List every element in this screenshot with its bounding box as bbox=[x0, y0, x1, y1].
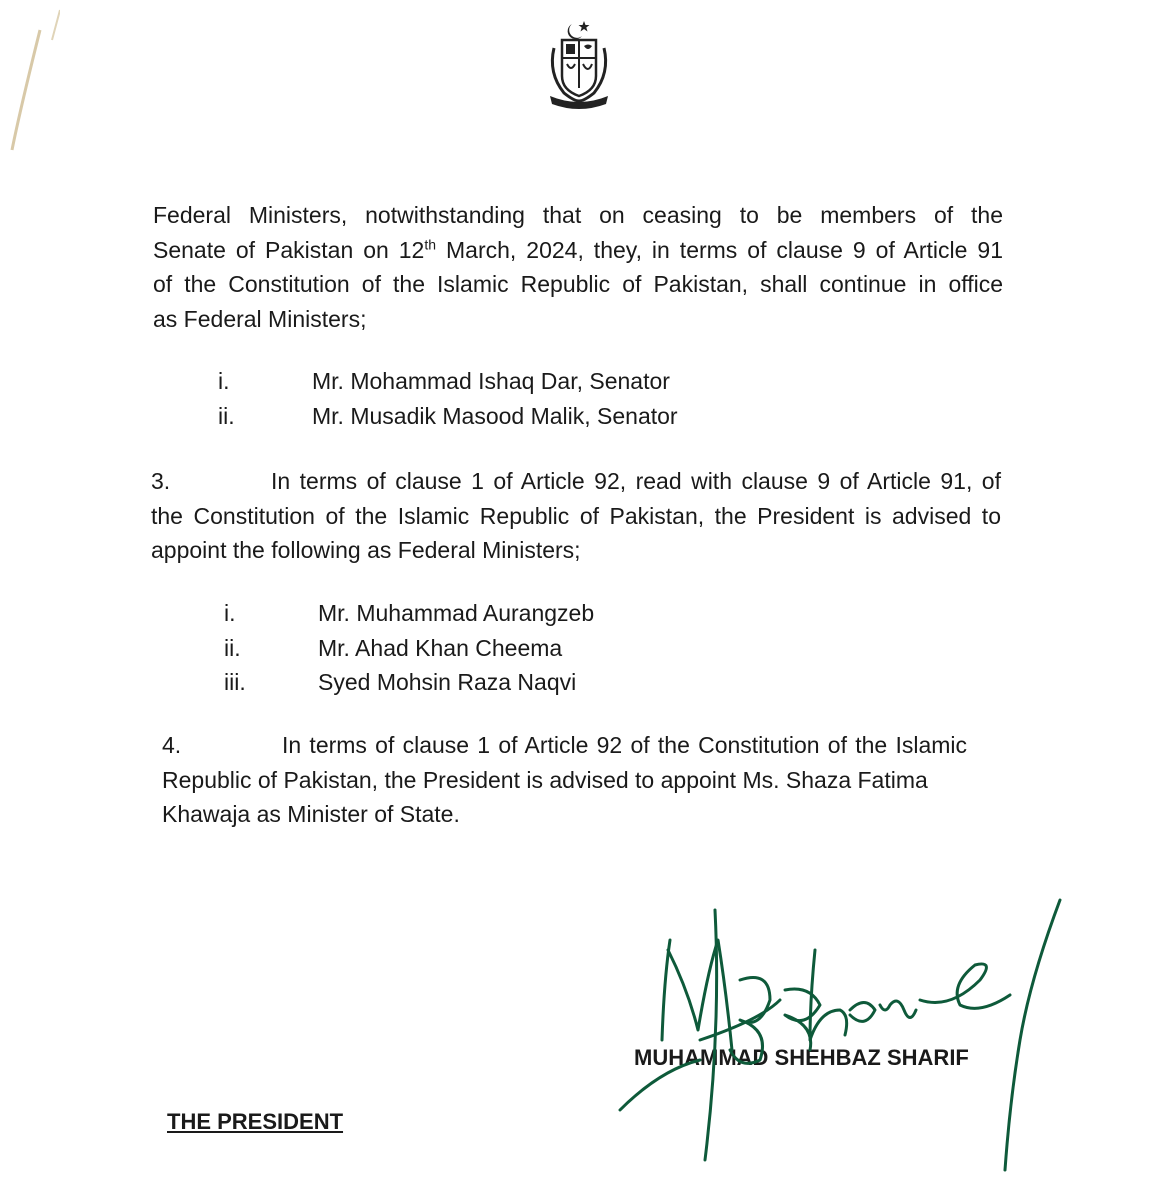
federal-minister-list bbox=[224, 596, 594, 700]
list-name: Mr. Muhammad Aurangzeb bbox=[318, 600, 595, 626]
paragraph-intro-line-2-part-1: Senate of Pakistan on 12 bbox=[153, 236, 425, 263]
pakistan-state-emblem-icon bbox=[544, 18, 614, 110]
list-numeral: ii. bbox=[224, 634, 241, 661]
paragraph-4-line-3: Khawaja as Minister of State. bbox=[162, 801, 460, 827]
paragraph-intro-line-1: Federal Ministers, notwithstanding that on ceasing to be members of the bbox=[153, 202, 1003, 228]
paragraph-3-line-2: the Constitution of the Islamic Republic of Pakistan, the President is advised to bbox=[151, 502, 1001, 529]
senator-minister-list bbox=[218, 364, 678, 433]
paragraph-3-line-1-text: In terms of clause 1 of Article 92, read with clause 9 of Article 91, of bbox=[271, 468, 1001, 494]
list-item bbox=[218, 364, 678, 399]
paragraph-4-line-2: Republic of Pakistan, the President is advised to appoint Ms. Shaza Fatima bbox=[162, 766, 928, 793]
list-name: Mr. Ahad Khan Cheema bbox=[318, 634, 563, 661]
paragraph-intro-line-4: as Federal Ministers; bbox=[153, 305, 367, 332]
paragraph-intro bbox=[153, 198, 1003, 336]
list-numeral: iii. bbox=[224, 669, 246, 695]
list-name: Syed Mohsin Raza Naqvi bbox=[318, 669, 577, 695]
list-numeral: i. bbox=[224, 600, 236, 626]
signatory-name: MUHAMMAD SHEHBAZ SHARIF bbox=[634, 1045, 969, 1070]
handwritten-signature bbox=[590, 880, 1070, 1200]
paragraph-number: 3. bbox=[151, 468, 171, 494]
paragraph-4-line-1-text: In terms of clause 1 of Article 92 of the Constitution of the Islamic bbox=[282, 732, 967, 758]
paragraph-intro-line-3: of the Constitution of the Islamic Republic of Pakistan, shall continue in office bbox=[153, 271, 1003, 297]
list-name: Mr. Mohammad Ishaq Dar, Senator bbox=[312, 368, 670, 394]
paragraph-3 bbox=[151, 464, 1001, 568]
list-numeral: i. bbox=[218, 368, 230, 394]
page-edge-fold-mark bbox=[0, 0, 60, 160]
list-name: Mr. Musadik Masood Malik, Senator bbox=[312, 402, 678, 429]
list-item bbox=[218, 399, 678, 434]
ordinal-suffix: th bbox=[424, 235, 437, 252]
addressee-label: THE PRESIDENT bbox=[167, 1109, 344, 1134]
paragraph-intro-line-2-part-2: March, 2024, they, in terms of clause 9 of Article 91 bbox=[436, 236, 1003, 263]
paragraph-number: 4. bbox=[162, 732, 182, 758]
paragraph-3-line-3: appoint the following as Federal Ministers; bbox=[151, 537, 581, 563]
list-numeral: ii. bbox=[218, 402, 235, 429]
paragraph-intro-line-2 bbox=[153, 233, 1003, 268]
paragraph-4 bbox=[162, 728, 967, 832]
paragraph-4-line-1 bbox=[162, 728, 967, 763]
list-item bbox=[224, 596, 594, 631]
paragraph-3-line-1 bbox=[151, 464, 1001, 499]
list-item bbox=[224, 665, 594, 700]
list-item bbox=[224, 631, 594, 666]
